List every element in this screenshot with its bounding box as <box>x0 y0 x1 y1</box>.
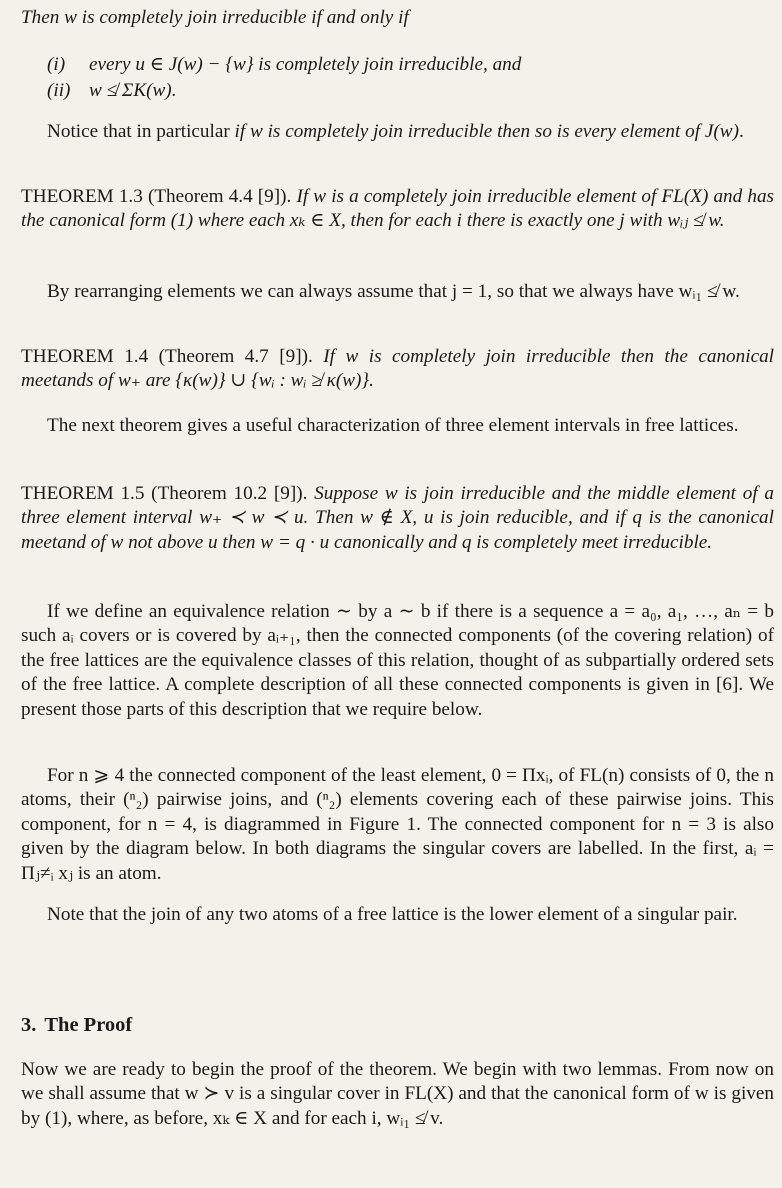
components-paragraph: For n ⩾ 4 the connected component of the least element, 0 = Πxᵢ, of FL(n) consists of 0, the n atoms, their (ⁿ₂) pairwise joins, and (ⁿ₂) elements covering each of these pairwise joins. This component, for n = 4, is diagrammed in Figure 1. The connected component for n = 3 is also given by the diagram below. In both diagrams the singular covers are labelled. In the first, aᵢ = Πⱼ≠ᵢ xⱼ is an atom. <box>21 765 774 884</box>
condition-label: (i) <box>47 54 66 75</box>
theorem-1-3 <box>21 185 774 234</box>
notice-paragraph <box>21 120 774 144</box>
notice-text: Notice that in particular <box>47 121 235 142</box>
condition-label: (ii) <box>47 80 71 101</box>
condition-i <box>47 53 747 77</box>
theorem-body: Suppose w is join irreducible and the middle element of a three element interval w₊ ≺ w ≺ u. Then w ∉ X, u is join reducible, and if q is the canonical meetand of w not above u then w = q · u canonically and q is completely meet irreducible. <box>21 483 774 553</box>
notice-italic: if w is completely join irreducible then so is every element of J(w) <box>234 121 739 142</box>
rearrange-paragraph: By rearranging elements we can always assume that j = 1, so that we always have wᵢ₁ ≰ w. <box>47 281 740 302</box>
proof-paragraph: Now we are ready to begin the proof of the theorem. We begin with two lemmas. From now on we shall assume that w ≻ v is a singular cover in FL(X) and that the canonical form of w is given by (1), where, as before, xₖ ∈ X and for each i, wᵢ₁ ≰ v. <box>21 1059 774 1129</box>
condition-text: every u ∈ J(w) − {w} is completely join irreducible, and <box>89 54 522 75</box>
section-title: The Proof <box>44 1014 133 1036</box>
next-paragraph: The next theorem gives a useful characterization of three element intervals in free lattices. <box>47 415 739 436</box>
theorem-heading: THEOREM 1.5 (Theorem 10.2 [9]). <box>21 483 315 504</box>
condition-ii <box>47 79 747 103</box>
equivalence-paragraph: If we define an equivalence relation ∼ by a ∼ b if there is a sequence a = a₀, a₁, …, aₙ = b such aᵢ covers or is covered by aᵢ₊₁, then the connected components (of the covering relation) of the free lattices are the equivalence classes of this relation, thought of as subpartially ordered sets of the free lattice. A complete description of all these connected components is given in [6]. We present those parts of this description that we require below. <box>21 601 774 720</box>
theorem-1-4 <box>21 345 774 394</box>
theorem-heading: THEOREM 1.3 (Theorem 4.4 [9]). <box>21 186 297 207</box>
notice-period: . <box>738 121 744 142</box>
intro-line: Then w is completely join irreducible if and only if <box>21 7 409 28</box>
theorem-1-5 <box>21 482 774 555</box>
note-paragraph: Note that the join of any two atoms of a free lattice is the lower element of a singular pair. <box>47 904 738 925</box>
theorem-body: If w is a completely join irreducible element of FL(X) and has the canonical form (1) where each xₖ ∈ X, then for each i there is exactly one j with wᵢⱼ ≰ w. <box>21 186 775 232</box>
section-heading <box>21 1013 132 1037</box>
section-number: 3. <box>21 1014 37 1036</box>
theorem-heading: THEOREM 1.4 (Theorem 4.7 [9]). <box>21 346 324 367</box>
theorem-body: If w is completely join irreducible then the canonical meetands of w₊ are {κ(w)} ∪ {wᵢ : wᵢ ≱ κ(w)}. <box>21 346 775 392</box>
condition-text: w ≰ ΣK(w). <box>89 80 177 101</box>
